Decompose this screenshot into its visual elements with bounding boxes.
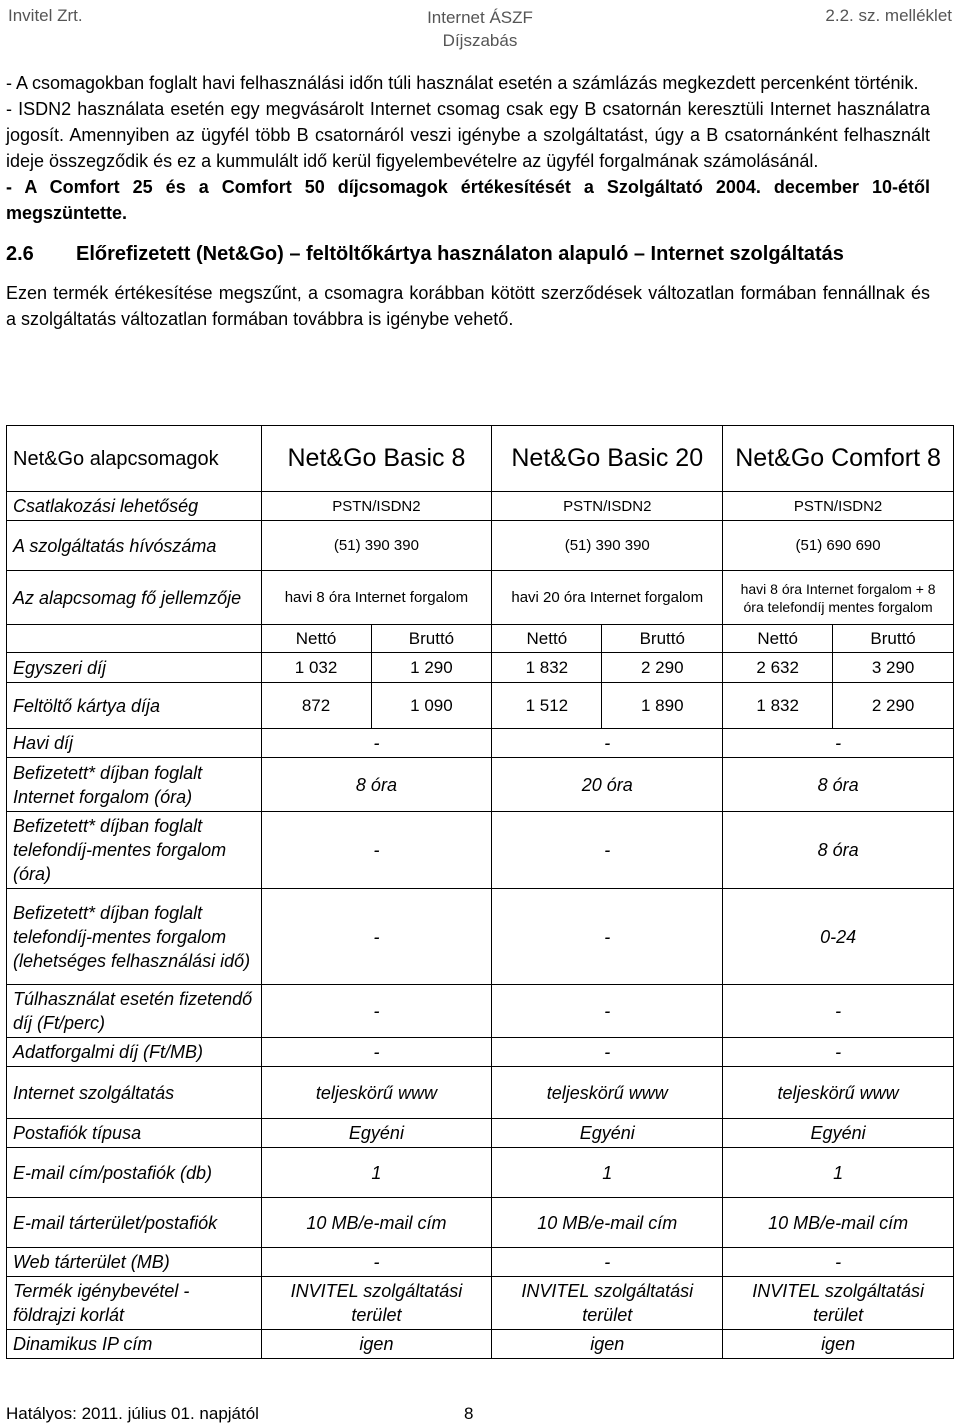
price-cell: 1 090 [371,683,492,729]
cell-value: 10 MB/e-mail cím [492,1198,723,1248]
cell-value: 10 MB/e-mail cím [261,1198,492,1248]
price-cell: 1 032 [261,653,371,683]
table-row [7,985,954,1038]
table-row [7,1038,954,1067]
gross-label: Bruttó [833,625,954,653]
row-label: Egyszeri díj [7,653,262,683]
cell-value: - [723,1248,954,1277]
row-label-empty [7,625,262,653]
price-cell: 3 290 [833,653,954,683]
cell-value: PSTN/ISDN2 [492,492,723,521]
table-row [7,1148,954,1198]
row-label: Web tárterület (MB) [7,1248,262,1277]
cell-value: - [261,729,492,758]
table-row [7,812,954,889]
cell-value: (51) 690 690 [723,521,954,571]
cell-value: 8 óra [723,758,954,812]
price-cell: 1 832 [723,683,833,729]
cell-value: INVITEL szolgáltatási terület [261,1277,492,1330]
cell-value: INVITEL szolgáltatási terület [492,1277,723,1330]
section-heading [6,240,930,268]
table-row [7,625,954,653]
cell-value: teljeskörű www [723,1067,954,1119]
cell-value: PSTN/ISDN2 [261,492,492,521]
table-row [7,1198,954,1248]
table-row [7,1277,954,1330]
price-cell: 1 832 [492,653,602,683]
header-center [0,6,960,52]
row-label: Befizetett* díjban foglalt Internet forgalom (óra) [7,758,262,812]
cell-value: - [261,1038,492,1067]
cell-value: - [492,985,723,1038]
table-row [7,1119,954,1148]
cell-value: - [492,1248,723,1277]
price-cell: 2 290 [833,683,954,729]
cell-value: 10 MB/e-mail cím [723,1198,954,1248]
section-number: 2.6 [6,243,34,265]
paragraph-comfort: - A Comfort 25 és a Comfort 50 díjcsomagok értékesítését a Szolgáltató 2004. december 10-étől megszüntette. [6,177,930,223]
cell-value: igen [492,1330,723,1359]
cell-value: - [492,1038,723,1067]
cell-value: 0-24 [723,889,954,985]
table-row [7,889,954,985]
cell-value: - [261,889,492,985]
price-cell: 1 890 [602,683,723,729]
plan-name: Net&Go Basic 8 [261,426,492,492]
row-label: Feltöltő kártya díja [7,683,262,729]
cell-value: havi 20 óra Internet forgalom [492,571,723,625]
row-label: Túlhasználat esetén fizetendő díj (Ft/perc) [7,985,262,1038]
paragraph-intro: Ezen termék értékesítése megszűnt, a csomagra korábban kötött szerződések változatlan formában fennállnak és a szolgáltatás változatlan formában továbbra is igénybe vehető. [6,283,930,329]
cell-value: (51) 390 390 [261,521,492,571]
row-label: Befizetett* díjban foglalt telefondíj-mentes forgalom (lehetséges felhasználási idő) [7,889,262,985]
gross-label: Bruttó [371,625,492,653]
cell-value: - [492,889,723,985]
document-body [6,70,930,332]
cell-value: Egyéni [492,1119,723,1148]
net-label: Nettó [261,625,371,653]
row-label: Adatforgalmi díj (Ft/MB) [7,1038,262,1067]
section-title: Előrefizetett (Net&Go) – feltöltőkártya használaton alapuló – Internet szolgáltatás [76,243,844,265]
table-row [7,1248,954,1277]
cell-value: 1 [723,1148,954,1198]
cell-value: INVITEL szolgáltatási terület [723,1277,954,1330]
cell-value: Egyéni [723,1119,954,1148]
price-cell: 2 290 [602,653,723,683]
effective-date: Hatályos: 2011. július 01. napjától [6,1404,259,1423]
table-row [7,729,954,758]
row-label: Az alapcsomag fő jellemzője [7,571,262,625]
cell-value: havi 8 óra Internet forgalom [261,571,492,625]
cell-value: teljeskörű www [261,1067,492,1119]
paragraph-overuse: - A csomagokban foglalt havi felhasználási időn túli használat esetén a számlázás megkezdett percenként történik. [6,73,919,93]
table-row [7,521,954,571]
row-label: E-mail cím/postafiók (db) [7,1148,262,1198]
cell-value: igen [261,1330,492,1359]
plan-name: Net&Go Comfort 8 [723,426,954,492]
row-label: Csatlakozási lehetőség [7,492,262,521]
pricing-table [6,425,954,1359]
cell-value: Egyéni [261,1119,492,1148]
table-row [7,683,954,729]
cell-value: 20 óra [492,758,723,812]
net-label: Nettó [492,625,602,653]
cell-value: (51) 390 390 [492,521,723,571]
table-corner-label: Net&Go alapcsomagok [7,426,262,492]
cell-value: PSTN/ISDN2 [723,492,954,521]
price-cell: 1 290 [371,653,492,683]
row-label: Havi díj [7,729,262,758]
cell-value: igen [723,1330,954,1359]
row-label: Postafiók típusa [7,1119,262,1148]
net-label: Nettó [723,625,833,653]
cell-value: - [492,812,723,889]
table-row [7,653,954,683]
cell-value: 8 óra [723,812,954,889]
table-row [7,571,954,625]
row-label: Befizetett* díjban foglalt telefondíj-mentes forgalom (óra) [7,812,262,889]
header-annex: 2.2. sz. melléklet [825,6,952,25]
row-label: Internet szolgáltatás [7,1067,262,1119]
cell-value: - [723,729,954,758]
row-label: A szolgáltatás hívószáma [7,521,262,571]
paragraph-isdn2: - ISDN2 használata esetén egy megvásárolt Internet csomag csak egy B csatornán keresztüli Internet használatra jogosít. Amennyiben az ügyfél több B csatornáról veszi igénybe a szolgáltatást, úgy a B csatornánként felhasznált ideje összegződik és ez a kummulált idő kerül figyelembevételre az ügyfél forgalmának számolásánál. [6,99,930,171]
page-number: 8 [464,1404,474,1423]
price-cell: 2 632 [723,653,833,683]
plan-name: Net&Go Basic 20 [492,426,723,492]
cell-value: 1 [261,1148,492,1198]
price-cell: 1 512 [492,683,602,729]
cell-value: - [261,985,492,1038]
header-company: Invitel Zrt. [8,6,83,25]
header-title: Internet ÁSZF [427,8,533,27]
cell-value: teljeskörű www [492,1067,723,1119]
row-label: Termék igénybevétel - földrajzi korlát [7,1277,262,1330]
table-row [7,1330,954,1359]
page-footer [6,1404,474,1424]
cell-value: 1 [492,1148,723,1198]
row-label: E-mail tárterület/postafiók [7,1198,262,1248]
row-label: Dinamikus IP cím [7,1330,262,1359]
cell-value: 8 óra [261,758,492,812]
price-cell: 872 [261,683,371,729]
cell-value: - [723,1038,954,1067]
cell-value: - [492,729,723,758]
cell-value: - [261,1248,492,1277]
table-row [7,492,954,521]
page-header [0,4,960,54]
cell-value: havi 8 óra Internet forgalom + 8 óra telefondíj mentes forgalom [723,571,954,625]
table-row [7,758,954,812]
cell-value: - [723,985,954,1038]
gross-label: Bruttó [602,625,723,653]
table-row [7,426,954,492]
cell-value: - [261,812,492,889]
header-subtitle: Díjszabás [442,31,518,50]
table-row [7,1067,954,1119]
